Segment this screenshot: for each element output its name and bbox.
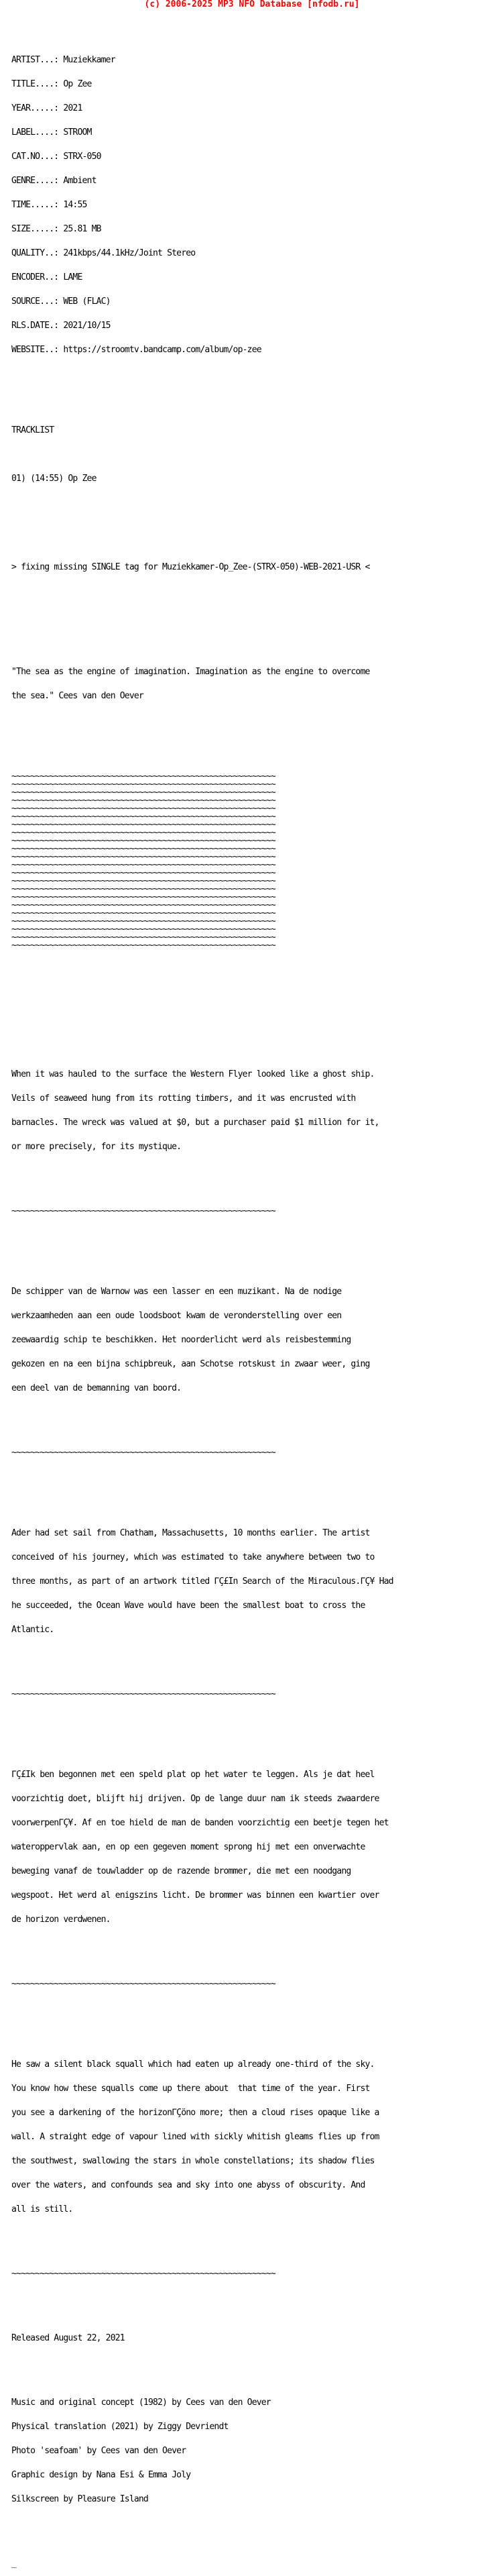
wave-art-row: ~~~~~~~~~~~~~~~~~~~~~~~~~~~~~~~~~~~~~~~~~~~~~~~~~~~~~~~~ — [11, 771, 275, 782]
spacer — [11, 1956, 501, 1964]
paragraph-line: beweging vanaf de touwladder op de razende brommer, die met een noodgang — [11, 1866, 351, 1876]
paragraph-line: gekozen en na een bijna schipbreuk, aan Schotse rotskust in zwaar weer, ging — [11, 1359, 370, 1369]
release-date-line: Released August 22, 2021 — [11, 2333, 125, 2343]
wave-art-row: ~~~~~~~~~~~~~~~~~~~~~~~~~~~~~~~~~~~~~~~~~~~~~~~~~~~~~~~~ — [11, 924, 275, 934]
spacer — [11, 1014, 501, 1022]
spacer — [11, 2246, 501, 2254]
spacer — [11, 2004, 501, 2012]
quote-line: the sea." Cees van den Oever — [11, 691, 143, 701]
wave-art-row: ~~~~~~~~~~~~~~~~~~~~~~~~~~~~~~~~~~~~~~~~~~~~~~~~~~~~~~~~ — [11, 884, 275, 894]
quote-line: "The sea as the engine of imagination. Imagination as the engine to overcome — [11, 667, 370, 677]
spacer — [11, 1232, 501, 1240]
spacer — [11, 499, 501, 507]
credit-line: Silkscreen by Pleasure Island — [11, 2494, 148, 2504]
spacer — [11, 612, 501, 620]
paragraph-line: conceived of his journey, which was estimated to take anywhere between two to — [11, 1552, 375, 1562]
paragraph-ader — [11, 1513, 501, 1650]
spacer — [11, 451, 501, 459]
info-year: YEAR.....: 2021 — [11, 103, 82, 113]
paragraph-line: wateroppervlak aan, en op een gegeven moment sprong hij met een onverwachte — [11, 1842, 365, 1852]
paragraph-warnow — [11, 1272, 501, 1409]
paragraph-line: zeewaardig schip te beschikken. Het noorderlicht werd als reisbestemming — [11, 1335, 351, 1345]
end-marker: _ — [11, 2559, 17, 2569]
paragraph-line: he succeeded, the Ocean Wave would have been the smallest boat to cross the — [11, 1601, 365, 1611]
paragraph-speld — [11, 1755, 501, 1940]
wave-art-row: ~~~~~~~~~~~~~~~~~~~~~~~~~~~~~~~~~~~~~~~~~~~~~~~~~~~~~~~~ — [11, 844, 275, 854]
spacer — [11, 1715, 501, 1723]
credit-line: Graphic design by Nana Esi & Emma Joly — [11, 2470, 191, 2480]
paragraph-line: De schipper van de Warnow was een lasser en een muzikant. Na de nodige — [11, 1287, 342, 1297]
info-website: WEBSITE..: https://stroomtv.bandcamp.com/album/op-zee — [11, 345, 261, 355]
info-quality: QUALITY..: 241kbps/44.1kHz/Joint Stereo — [11, 248, 196, 258]
spacer — [11, 1473, 501, 1481]
wave-art-row: ~~~~~~~~~~~~~~~~~~~~~~~~~~~~~~~~~~~~~~~~~~~~~~~~~~~~~~~~ — [11, 780, 275, 790]
paragraph-line: Veils of seaweed hung from its rotting timbers, and it was encrusted with — [11, 1093, 356, 1104]
wave-art-row: ~~~~~~~~~~~~~~~~~~~~~~~~~~~~~~~~~~~~~~~~~~~~~~~~~~~~~~~~ — [11, 892, 275, 902]
wave-art-row: ~~~~~~~~~~~~~~~~~~~~~~~~~~~~~~~~~~~~~~~~~~~~~~~~~~~~~~~~ — [11, 932, 275, 943]
nfo-text — [11, 16, 501, 2576]
credit-line: Photo 'seafoam' by Cees van den Oever — [11, 2446, 186, 2456]
paragraph-line: wall. A straight edge of vapour lined with sickly whitish gleams flies up from — [11, 2132, 379, 2142]
track-item: 01) (14:55) Op Zee — [11, 474, 97, 484]
wave-art-row: ~~~~~~~~~~~~~~~~~~~~~~~~~~~~~~~~~~~~~~~~~~~~~~~~~~~~~~~~ — [11, 828, 275, 838]
wave-art-row: ~~~~~~~~~~~~~~~~~~~~~~~~~~~~~~~~~~~~~~~~~~~~~~~~~~~~~~~~ — [11, 788, 275, 798]
paragraph-western-flyer — [11, 1055, 501, 1167]
info-source: SOURCE...: WEB (FLAC) — [11, 297, 111, 307]
spacer — [11, 588, 501, 596]
credit-line: Music and original concept (1982) by Cees van den Oever — [11, 2398, 271, 2408]
info-artist: ARTIST...: Muziekkamer — [11, 55, 115, 65]
tracklist-heading: TRACKLIST — [11, 425, 54, 435]
paragraph-line: When it was hauled to the surface the Western Flyer looked like a ghost ship. — [11, 1069, 375, 1079]
spacer — [11, 2294, 501, 2302]
wave-art-row: ~~~~~~~~~~~~~~~~~~~~~~~~~~~~~~~~~~~~~~~~~~~~~~~~~~~~~~~~ — [11, 941, 275, 951]
wave-art-row: ~~~~~~~~~~~~~~~~~~~~~~~~~~~~~~~~~~~~~~~~~~~~~~~~~~~~~~~~ — [11, 860, 275, 870]
spacer — [11, 1666, 501, 1674]
paragraph-line: He saw a silent black squall which had eaten up already one-third of the sky. — [11, 2059, 375, 2070]
credits-block — [11, 2383, 501, 2520]
quote-block — [11, 652, 501, 716]
fix-note: > fixing missing SINGLE tag for Muziekkamer-Op_Zee-(STRX-050)-WEB-2021-USR < — [11, 562, 370, 572]
spacer — [11, 523, 501, 531]
paragraph-line: Atlantic. — [11, 1625, 54, 1635]
wave-art-row: ~~~~~~~~~~~~~~~~~~~~~~~~~~~~~~~~~~~~~~~~~~~~~~~~~~~~~~~~ — [11, 852, 275, 862]
paragraph-line: wegspoot. Het werd al enigszins licht. De brommer was binnen een kwartier over — [11, 1890, 379, 1900]
wave-art-row: ~~~~~~~~~~~~~~~~~~~~~~~~~~~~~~~~~~~~~~~~~~~~~~~~~~~~~~~~ — [11, 916, 275, 926]
wave-divider: ~~~~~~~~~~~~~~~~~~~~~~~~~~~~~~~~~~~~~~~~~~~~~~~~~~~~~~~~ — [11, 1689, 275, 1699]
wave-art-row: ~~~~~~~~~~~~~~~~~~~~~~~~~~~~~~~~~~~~~~~~~~~~~~~~~~~~~~~~ — [11, 812, 275, 822]
spacer — [11, 2536, 501, 2544]
wave-art-row: ~~~~~~~~~~~~~~~~~~~~~~~~~~~~~~~~~~~~~~~~~~~~~~~~~~~~~~~~ — [11, 876, 275, 886]
paragraph-line: werkzaamheden aan een oude loodsboot kwam de veronderstelling over een — [11, 1311, 342, 1321]
spacer — [11, 966, 501, 974]
credit-line: Physical translation (2021) by Ziggy Devriendt — [11, 2422, 229, 2432]
paragraph-line: over the waters, and confounds sea and sky into one abyss of obscurity. And — [11, 2180, 365, 2190]
nfodb-copyright-banner: (c) 2006-2025 MP3 NFO Database [nfodb.ru] — [144, 0, 360, 9]
release-info-block — [11, 40, 501, 370]
wave-divider: ~~~~~~~~~~~~~~~~~~~~~~~~~~~~~~~~~~~~~~~~~~~~~~~~~~~~~~~~ — [11, 1448, 275, 1458]
paragraph-line: you see a darkening of the horizonΓÇöno more; then a cloud rises opaque like a — [11, 2108, 379, 2118]
spacer — [11, 1425, 501, 1433]
spacer — [11, 990, 501, 998]
paragraph-line: three months, as part of an artwork titled ΓÇ£In Search of the Miraculous.ΓÇ¥ Had — [11, 1576, 393, 1587]
paragraph-line: de horizon verdwenen. — [11, 1915, 111, 1925]
wave-art-row: ~~~~~~~~~~~~~~~~~~~~~~~~~~~~~~~~~~~~~~~~~~~~~~~~~~~~~~~~ — [11, 836, 275, 846]
paragraph-line: voorwerpenΓÇ¥. Af en toe hield de man de banden voorzichtig een beetje tegen het — [11, 1818, 389, 1828]
info-label: LABEL....: STROOM — [11, 127, 92, 138]
info-genre: GENRE....: Ambient — [11, 176, 97, 186]
spacer — [11, 2359, 501, 2367]
wave-art-block — [11, 773, 501, 950]
info-size: SIZE.....: 25.81 MB — [11, 224, 101, 234]
wave-divider: ~~~~~~~~~~~~~~~~~~~~~~~~~~~~~~~~~~~~~~~~~~~~~~~~~~~~~~~~ — [11, 1206, 275, 1216]
info-title: TITLE....: Op Zee — [11, 79, 92, 89]
paragraph-line: all is still. — [11, 2204, 73, 2214]
wave-art-row: ~~~~~~~~~~~~~~~~~~~~~~~~~~~~~~~~~~~~~~~~~~~~~~~~~~~~~~~~ — [11, 900, 275, 910]
info-release-date: RLS.DATE.: 2021/10/15 — [11, 321, 111, 331]
wave-art-row: ~~~~~~~~~~~~~~~~~~~~~~~~~~~~~~~~~~~~~~~~~~~~~~~~~~~~~~~~ — [11, 868, 275, 878]
spacer — [11, 386, 501, 394]
paragraph-line: voorzichtig doet, blijft hij drijven. Op de lange duur nam ik steeds zwaardere — [11, 1794, 379, 1804]
wave-art-row: ~~~~~~~~~~~~~~~~~~~~~~~~~~~~~~~~~~~~~~~~~~~~~~~~~~~~~~~~ — [11, 908, 275, 918]
wave-art-row: ~~~~~~~~~~~~~~~~~~~~~~~~~~~~~~~~~~~~~~~~~~~~~~~~~~~~~~~~ — [11, 804, 275, 814]
spacer — [11, 1183, 501, 1191]
spacer — [11, 733, 501, 741]
wave-divider: ~~~~~~~~~~~~~~~~~~~~~~~~~~~~~~~~~~~~~~~~~~~~~~~~~~~~~~~~ — [11, 2269, 275, 2279]
wave-art-row: ~~~~~~~~~~~~~~~~~~~~~~~~~~~~~~~~~~~~~~~~~~~~~~~~~~~~~~~~ — [11, 820, 275, 830]
paragraph-line: ΓÇ£Ik ben begonnen met een speld plat op het water te leggen. Als je dat heel — [11, 1770, 375, 1780]
paragraph-line: You know how these squalls come up there about that time of the year. First — [11, 2084, 370, 2094]
paragraph-line: or more precisely, for its mystique. — [11, 1142, 182, 1152]
paragraph-squall — [11, 2045, 501, 2230]
paragraph-line: the southwest, swallowing the stars in whole constellations; its shadow flies — [11, 2156, 375, 2166]
paragraph-line: Ader had set sail from Chatham, Massachusetts, 10 months earlier. The artist — [11, 1528, 370, 1538]
info-time: TIME.....: 14:55 — [11, 200, 87, 210]
info-encoder: ENCODER..: LAME — [11, 272, 82, 282]
wave-divider: ~~~~~~~~~~~~~~~~~~~~~~~~~~~~~~~~~~~~~~~~~~~~~~~~~~~~~~~~ — [11, 1979, 275, 1989]
wave-art-row: ~~~~~~~~~~~~~~~~~~~~~~~~~~~~~~~~~~~~~~~~~~~~~~~~~~~~~~~~ — [11, 796, 275, 806]
info-catno: CAT.NO...: STRX-050 — [11, 152, 101, 162]
paragraph-line: een deel van de bemanning van boord. — [11, 1383, 182, 1393]
paragraph-line: barnacles. The wreck was valued at $0, but a purchaser paid $1 million for it, — [11, 1118, 379, 1128]
